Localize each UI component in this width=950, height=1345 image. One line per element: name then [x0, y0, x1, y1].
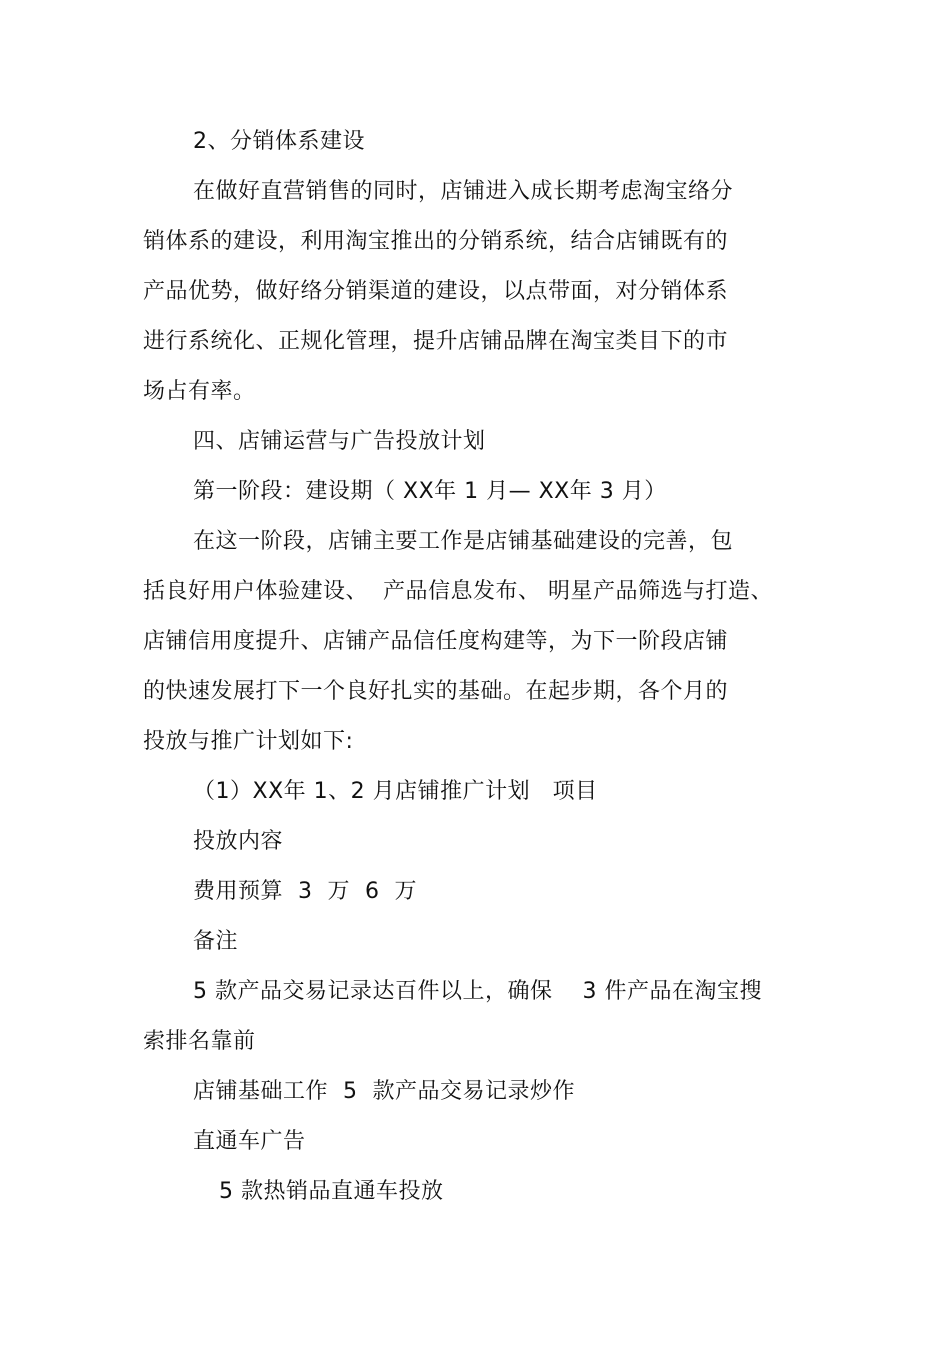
section-heading-operations: 四、店铺运营与广告投放计划	[193, 429, 486, 454]
plan-item: 直通车广告	[193, 1129, 306, 1154]
paragraph-line: 的快速发展打下一个良好扎实的基础。在起步期，各个月的	[143, 679, 729, 704]
paragraph-line: 销体系的建设，利用淘宝推出的分销系统，结合店铺既有的	[143, 229, 729, 254]
plan-item: 5 款热销品直通车投放	[219, 1179, 444, 1204]
paragraph-line: 店铺信用度提升、店铺产品信任度构建等，为下一阶段店铺	[143, 629, 729, 654]
plan-item: 店铺基础工作 5 款产品交易记录炒作	[193, 1079, 575, 1104]
paragraph-line: 投放与推广计划如下:	[143, 729, 354, 754]
paragraph-line: 在做好直营销售的同时，店铺进入成长期考虑淘宝络分	[193, 179, 734, 204]
paragraph-line: 括良好用户体验建设、 产品信息发布、 明星产品筛选与打造、	[143, 579, 773, 604]
plan-item: 投放内容	[193, 829, 284, 854]
plan-item: 索排名靠前	[143, 1029, 256, 1054]
plan-item: 5 款产品交易记录达百件以上，确保 3 件产品在淘宝搜	[193, 979, 762, 1004]
plan-item: 费用预算 3 万 6 万	[193, 879, 417, 904]
plan-item: 备注	[193, 929, 239, 954]
paragraph-line: 进行系统化、正规化管理，提升店铺品牌在淘宝类目下的市	[143, 329, 729, 354]
stage-heading: 第一阶段：建设期（ XX年 1 月— XX年 3 月）	[193, 479, 667, 504]
paragraph-line: 在这一阶段，店铺主要工作是店铺基础建设的完善，包	[193, 529, 734, 554]
plan-heading: （1）XX年 1、2 月店铺推广计划 项目	[193, 779, 598, 804]
section-heading-distribution: 2、分销体系建设	[193, 129, 365, 154]
paragraph-line: 场占有率。	[143, 379, 256, 404]
paragraph-line: 产品优势，做好络分销渠道的建设，以点带面，对分销体系	[143, 279, 729, 304]
